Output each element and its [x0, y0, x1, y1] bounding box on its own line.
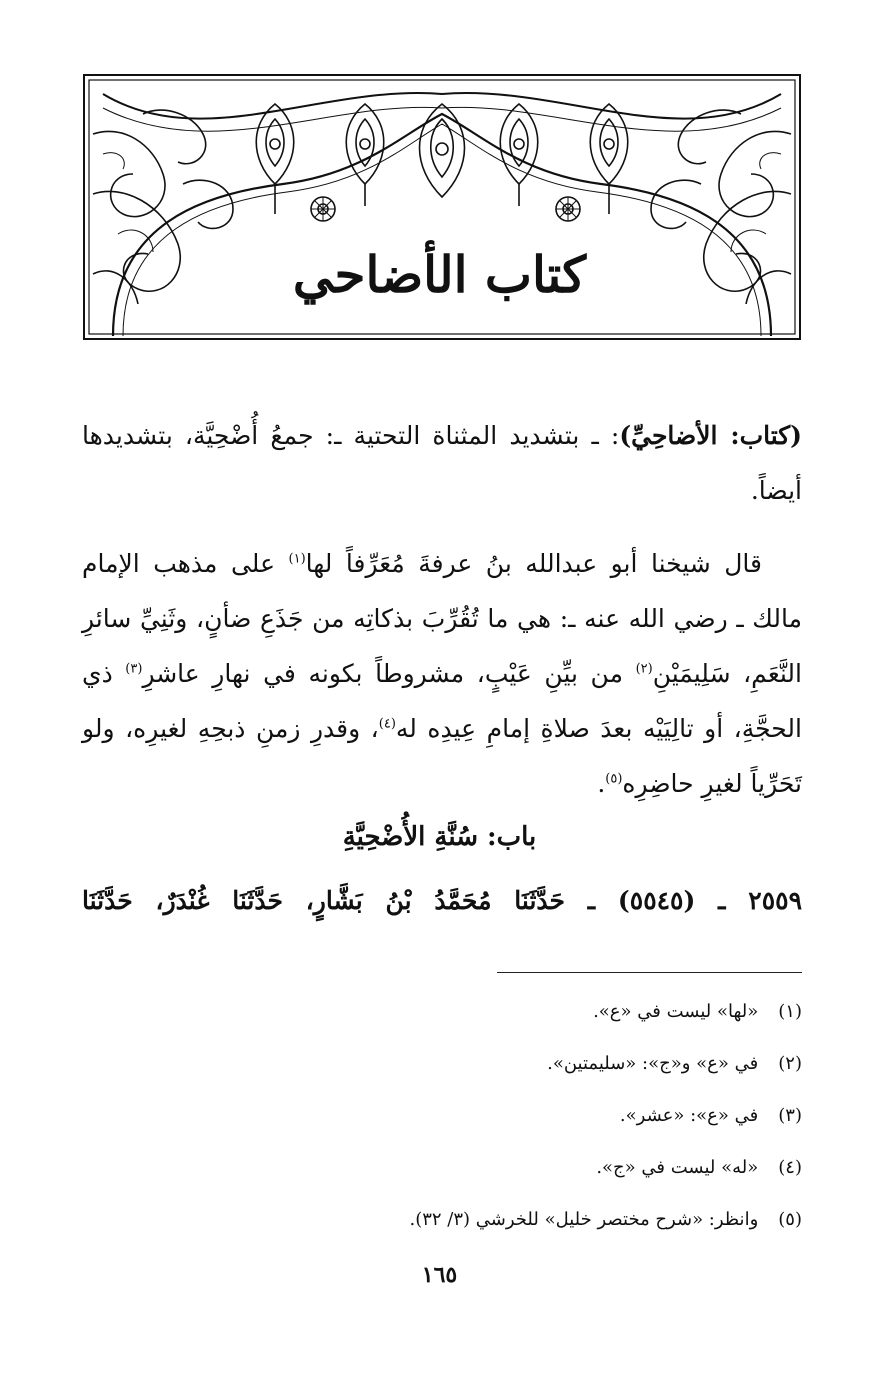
footnote-item [82, 990, 802, 1042]
footnote-text: وانظر: «شرح مختصر خليل» للخرشي (٣/ ٣٢). [409, 1209, 759, 1230]
footnote-item [82, 1094, 802, 1146]
footnote-text: في «ع»: «عشر». [619, 1105, 759, 1126]
intro-paragraph [82, 408, 802, 518]
footnotes-list [82, 990, 802, 1250]
chapter-title: كتاب الأضاحي [292, 245, 587, 304]
footnote-number: (٤) [778, 1157, 802, 1178]
definition-paragraph [82, 536, 802, 811]
footnote-text: «لها» ليست في «ع». [593, 1001, 759, 1022]
footnote-item [82, 1042, 802, 1094]
definition-text-d: ذي الحجَّةِ، أو تالِيَيْه بعدَ صلاةِ إمامِ عِيدِه له [82, 659, 802, 743]
footnote-number: (٥) [778, 1209, 802, 1230]
definition-text-a: قال شيخنا أبو عبدالله بنُ عرفةَ مُعَرِّفاً لها [305, 549, 762, 578]
footnote-text: في «ع» و«ج»: «سليمتين». [547, 1053, 759, 1074]
footnote-ref-3[interactable]: (٣) [125, 661, 143, 677]
footnote-text: «له» ليست في «ج». [596, 1157, 759, 1178]
footnote-number: (٣) [778, 1105, 802, 1126]
definition-text-b: على مذهب الإمام مالك ـ رضي الله عنه ـ: هي ما تُقُرِّبَ بذكاتِه من جَذَعِ ضأنٍ، وثَنِيِّ سائرِ النَّعَمِ، سَلِيمَيْنِ [82, 549, 802, 688]
definition-text-f: . [597, 769, 606, 798]
definition-text-c: من بيِّنِ عَيْبٍ، مشروطاً بكونه في نهارِ عاشرِ [142, 659, 636, 688]
definition-text-e: ، وقدرِ زمنِ ذبحِهِ لغيرِه، ولو تَحَرِّياً لغيرِ حاضِرِه [82, 714, 802, 798]
footnote-number: (٢) [778, 1053, 802, 1074]
footnote-ref-5[interactable]: (٥) [605, 771, 623, 787]
footnote-divider [497, 972, 802, 973]
section-heading: باب: سُنَّةِ الأُضْحِيَّةِ [342, 822, 537, 852]
hadith-line: ٢٥٥٩ ـ (٥٥٤٥) ـ حَدَّثَنَا مُحَمَّدُ بْنُ بَشَّارٍ، حَدَّثَنَا غُنْدَرٌ، حَدَّثَنَا [82, 886, 802, 915]
footnote-ref-2[interactable]: (٢) [635, 661, 653, 677]
footnote-item [82, 1146, 802, 1198]
footnote-ref-1[interactable]: (١) [288, 551, 306, 567]
footnote-number: (١) [778, 1001, 802, 1022]
intro-text: : ـ بتشديد المثناة التحتية ـ: جمعُ أُضْحِيَّة، بتشديدها أيضاً. [82, 421, 802, 505]
chapter-term: (كتاب: الأضاحِيِّ) [619, 421, 803, 450]
footnote-ref-4[interactable]: (٤) [378, 716, 396, 732]
footnote-item [82, 1198, 802, 1250]
page-number: ١٦٥ [421, 1262, 458, 1288]
